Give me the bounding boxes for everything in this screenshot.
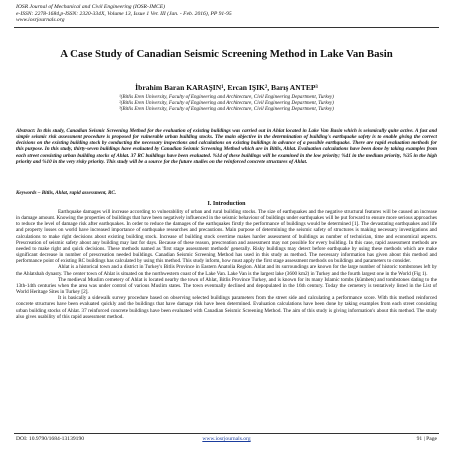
keywords-text: – Bitlis, Ahlat, rapid assessment, RC. (37, 190, 117, 196)
keywords (16, 190, 437, 196)
affiliation-3: ³(Bitlis Eren University, Faculty of Engineering and Architecture, Civil Engineering Department, Turkey) (119, 106, 334, 113)
paragraph-4: It is basically a sidewalk survey procedure based on observing selected buildings parameters from the street side and calculating a performance score. With this method reinforced concrete structures have been evaluated quickly and the buildings that have damage risk have been determined. Evaluation calculations have been done by taking examples from each street consisting urban building stocks of Ahlat. 37 reinforced concrete buildings have been evaluated with Canadian Seismic Screening Method. The aim of this study is giving information's about this method. The study also gives usability of this rapid assessment method. (16, 295, 437, 320)
author-list: İbrahim Baran KARAŞIN¹, Ercan IŞIK², Barış ANTEP³ (135, 83, 318, 92)
paragraph-2: Ahlat is a historical town and a district in Turkey's Bitlis Province in Eastern Anatolia Region. Ahlat and its surroundings are known for the large number of historic tombstones left by the Ahlatshah dynasty. The center town of Ahlat is situated on the northwestern coast of the Lake Van. Lake Van is the largest lake (3600 km2) in Turkey and the fourth largest one in the World (Fig 1). (16, 264, 437, 277)
journal-url[interactable]: www.iosrjournals.org (16, 17, 65, 24)
section-heading-introduction: I. Introduction (207, 201, 246, 207)
abstract-text: In this study, Canadian Seismic Screening Method for the evaluation of existing buildings was carried out in Ahlat located in Lake Van Basin which is seismically quite active. A fast and simple seismic risk assessment procedure is proposed for vulnerable urban building stocks. The main objective in the determination of building's earthquake safety is to enable giving the correct decisions on the existing building stock by conducting the necessary inspections and calculations on existing buildings in advance of a possible earthquake. There are rapid evaluation methods for this purpose. In this study, thirty-seven buildings have evaluated by Canadian Seismic Screening Method which are in Bitlis, Ahlat. Evaluation calculations have been done by taking examples from each street consisting urban building stocks of Ahlat. 37 RC buildings have been evaluated. %14 of these buildings will be examined in the low priority; %41 in the medium priority, %35 in the high priority and %10 in the very risky priority. This study will be a source for the future studies on the reinforced concrete structures of Ahlat. (16, 128, 437, 165)
paragraph-1: Earthquake damages will increase according to vulnerability of urban and rural building stocks. The size of earthquakes and the negative structural features will be caused an increase in damage amount. Knowing the properties of buildings that have been negatively influenced in the seismic behaviour of buildings under earthquakes will be put forward to ensure more serious approaches to reduce the level of damage risk after earthquakes. In order to reduce the damages of the earthquakes firstly the performance of buildings would be determined [1]. The devastating earthquakes and life and property losses on world have increased importance of earthquake researches and precautions. Main purpose of determining the seismic safety of structures is making necessary investigations and calculations to make right decisions about existing building stock. Increase of building stock overtime makes harder assessment of buildings as number of technician, time and economical aspects. Prescreation of seismic safety about any building may last for days. Because of these reason, prescreation and assessment may not possible for every building. In this case, rapid assessment methods are needed to make right and quick decisions. These methods named as 'first stage assessment methods' generally. Risky buildings may detect before earthquake by using these methods which are make significant decrease in number of prescreation needed buildings. Canadian Seismic Screening Method has used in this study as method. The necessary information has given about this method and performance point of existing RC buildings has calculated by using this method. This study inform, how must apply the first stage assessment methods on buildings and parameters to consider. (16, 209, 437, 265)
footer-url[interactable]: www.iosrjournals.org (202, 436, 251, 442)
footer-rule (14, 433, 439, 434)
issn-line: e-ISSN: 2278-1684,p-ISSN: 2320-334X, Volume 13, Issue 1 Ver. III (Jan. - Feb. 2016), PP 91-95 (16, 10, 232, 17)
header-rule (14, 27, 439, 28)
body-text (16, 209, 437, 320)
paper-title: A Case Study of Canadian Seismic Screening Method in Lake Van Basin (60, 48, 393, 60)
doi: DOI: 10.9790/1684-13139190 (16, 436, 85, 442)
affiliations (14, 94, 439, 112)
keywords-label: Keywords (16, 190, 37, 196)
affiliation-2: ²(Bitlis Eren University, Faculty of Engineering and Architecture, Civil Engineering Department, Turkey) (119, 100, 334, 107)
affiliation-1: ¹(Bitlis Eren University, Faculty of Engineering and Architecture, Civil Engineering Department, Turkey) (119, 94, 334, 100)
paragraph-3: The medieval Muslim cemetery of Ahlat is located nearby the town of Ahlat, Bitlis Province Turkey, and is known for its many Islamic tombs (kümbets) and tombstones dating to the 13th-14th centuries when the area was under control of various Muslim states. The town eventually declined and depopulated in the 16th century. Today the cemetery is tentatively listed in the List of World Heritage Sites in Turkey [2]. (16, 276, 437, 296)
running-header (16, 4, 436, 24)
page-number: 91 | Page (416, 436, 437, 442)
abstract-label: Abstract: (16, 128, 36, 134)
journal-name: IOSR Journal of Mechanical and Civil Engineering (IOSR-JMCE) (16, 4, 165, 10)
abstract (16, 128, 437, 165)
